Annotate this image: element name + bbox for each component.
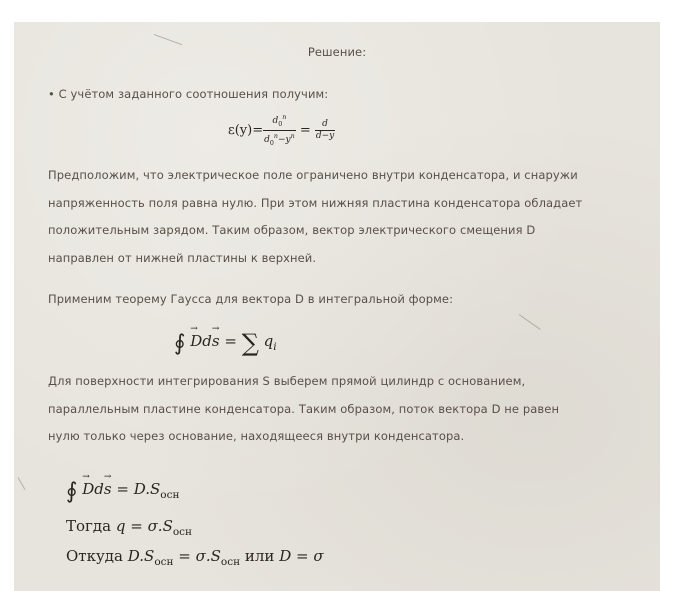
whence-word: Откуда [66,547,123,565]
paragraph-surface [48,368,559,451]
charge-index: i [273,341,277,353]
paragraph-line: положительным зарядом. Таким образом, вектор электрического смещения D [48,223,536,237]
whence-expr2: = σ.S [173,547,221,565]
formula-permittivity [228,112,335,149]
flux-rhs-sub: осн [160,489,180,501]
formula-lhs: ε(y)= [228,122,264,138]
line-then [66,517,192,538]
paragraph-line: Предположим, что электрическое поле ограничено внутри конденсатора, и снаружи [48,168,578,182]
then-sub: осн [172,526,193,538]
intro-line: • С учётом заданного соотношения получим: [48,87,329,101]
contour-integral-icon: ∮ [66,479,78,504]
formula-gauss: ∮ → Dd→ s = ∑ $q_i$ [174,329,277,357]
paper-scratch [154,34,183,45]
paragraph-assumption [48,162,582,272]
paragraph-line: нулю только через основание, находящееся внутри конденсатора. [48,429,465,443]
formula-equals: = [299,122,311,138]
paragraph-line: параллельным пластине конденсатора. Таким образом, поток вектора D не равен [48,401,560,416]
whence-sub1: осн [154,556,174,568]
paragraph-line: направлен от нижней пластины к верхней. [48,250,317,265]
whence-sub2: осн [220,556,241,568]
gauss-intro-line: Применим теорему Гаусса для вектора D в интегральной форме: [48,292,454,306]
whence-expr3: D = σ [279,547,324,565]
whence-expr1: D.S [127,547,155,565]
fraction-1: $\frac{d_0^n}{d_0^n-y^n}$ [264,114,295,147]
paragraph-line: Для поверхности интегрирования S выберем прямой цилиндр с основанием, [48,374,526,388]
line-whence [66,547,324,568]
contour-integral-icon: ∮ [174,331,186,356]
sum-icon: ∑ [241,329,259,357]
solution-title: Решение: [307,45,367,59]
paper-scratch [519,314,541,330]
flux-rhs: = D.S [116,480,161,498]
formula-flux: ∮ → $Dd\to s = D.S_{осн}$ [66,479,179,504]
then-expr: q = σ.S [115,517,173,535]
then-word: Тогда [66,517,112,535]
paper-scratch [18,477,26,490]
whence-or-word: или [244,547,275,565]
charge-symbol: q [263,332,274,350]
paragraph-line: напряженность поля равна нулю. При этом нижняя пластина конденсатора обладает [48,195,583,210]
document-page [14,22,660,591]
fraction-2: $\frac{d}{d-y}$ [315,118,335,141]
